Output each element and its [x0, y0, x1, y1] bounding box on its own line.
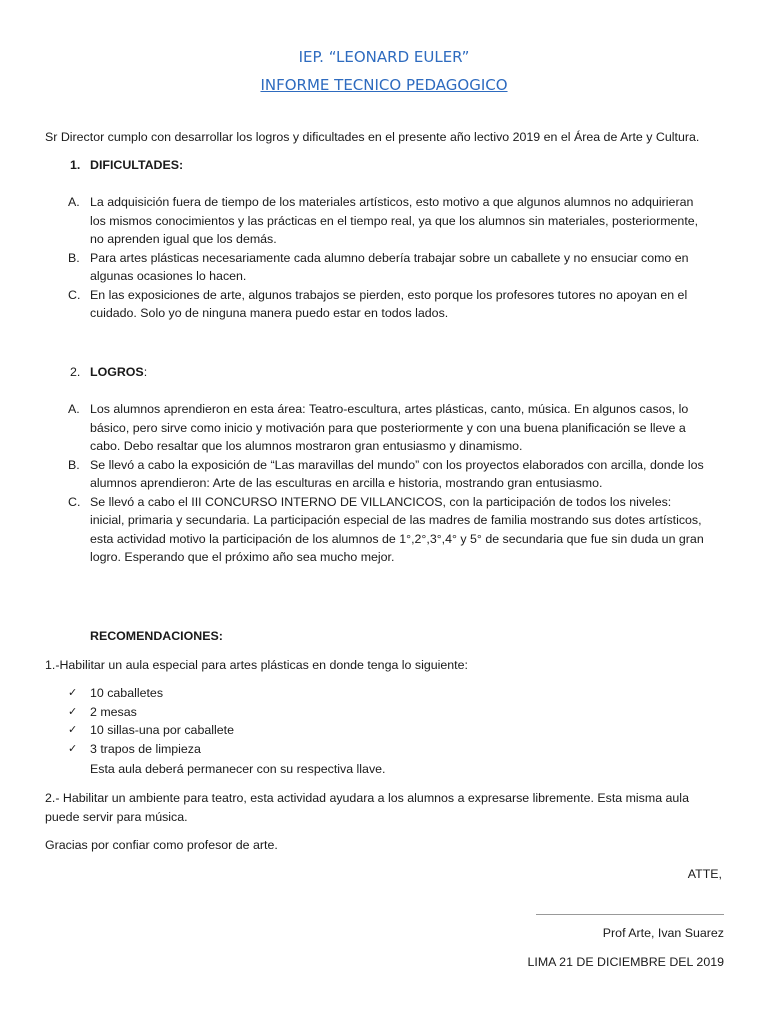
- checklist-text: 2 mesas: [90, 704, 137, 719]
- list-item: [68, 249, 708, 286]
- item-text: Se llevó a cabo el III CONCURSO INTERNO DE VILLANCICOS, con la participación de todos los niveles: inicial, primaria y secundaria. La participación especial de las madres de familia mostrando sus dotes artísticos, esta actividad motivo la participación de los alumnos de 1°,2°,3°,4° y 5° de secundaria que fue sin duda un gran logro. Esperando que el próximo año sea mucho mejor.: [90, 494, 704, 564]
- section-dificultades-heading: [70, 156, 183, 175]
- list-item: [68, 400, 708, 456]
- thanks-line: Gracias por confiar como profesor de arte.: [45, 838, 278, 852]
- section-number: 2.: [70, 365, 81, 379]
- signature-name: Prof Arte, Ivan Suarez: [602, 926, 724, 940]
- item-text: En las exposiciones de arte, algunos trabajos se pierden, esto porque los profesores tutores no apoyan en el cuidado. Solo yo de ninguna manera puedo estar en todos lados.: [90, 287, 688, 320]
- report-title: INFORME TECNICO PEDAGOGICO: [260, 76, 508, 94]
- list-item: [68, 286, 708, 323]
- checklist: [68, 684, 234, 758]
- item-letter: C.: [68, 287, 81, 302]
- item-letter: C.: [68, 494, 81, 509]
- list-item: [68, 193, 708, 249]
- closing: ATTE,: [687, 867, 722, 881]
- list-item: [68, 456, 708, 493]
- recommendation-2: 2.- Habilitar un ambiente para teatro, esta actividad ayudara a los alumnos a expresarse libremente. Esta misma aula puede servir para música.: [45, 791, 689, 824]
- section-logros-heading: [70, 363, 147, 382]
- section-label: DIFICULTADES:: [90, 158, 184, 172]
- check-icon: ✓: [68, 704, 78, 718]
- item-letter: B.: [68, 250, 80, 265]
- checklist-item: [68, 721, 234, 740]
- keep-note: Esta aula deberá permanecer con su respectiva llave.: [90, 762, 386, 776]
- item-letter: B.: [68, 457, 80, 472]
- checklist-item: [68, 684, 234, 703]
- section-label: LOGROS: [90, 365, 144, 379]
- item-text: Para artes plásticas necesariamente cada alumno debería trabajar sobre un caballete y no ensuciar como en algunas ocasiones lo hacen.: [90, 250, 689, 283]
- item-text: Se llevó a cabo la exposición de “Las maravillas del mundo” con los proyectos elaborados con arcilla, donde los alumnos aprendieron: Arte de las esculturas en arcilla e historia, mostrando gran entusiasmo.: [90, 457, 704, 490]
- item-letter: A.: [68, 195, 80, 209]
- checklist-item: [68, 703, 234, 722]
- checklist-text: 3 trapos de limpieza: [90, 741, 201, 756]
- recomendaciones-heading: RECOMENDACIONES:: [90, 629, 223, 643]
- list-item: [68, 493, 708, 567]
- checklist-item: [68, 740, 234, 759]
- checklist-text: 10 caballetes: [90, 686, 164, 700]
- check-icon: ✓: [68, 741, 78, 755]
- item-letter: A.: [68, 402, 80, 416]
- recommendation-1: 1.-Habilitar un aula especial para artes plásticas en donde tenga lo siguiente:: [45, 658, 468, 672]
- document-date: LIMA 21 DE DICIEMBRE DEL 2019: [527, 955, 724, 969]
- check-icon: ✓: [68, 686, 78, 699]
- dificultades-list: [68, 193, 708, 323]
- intro-paragraph: Sr Director cumplo con desarrollar los logros y dificultades en el presente año lectivo 2019 en el Área de Arte y Cultura.: [45, 130, 700, 144]
- school-name: IEP. “LEONARD EULER”: [298, 48, 470, 66]
- item-text: Los alumnos aprendieron en esta área: Teatro-escultura, artes plásticas, canto, música. En algunos casos, lo básico, pero sirve como inicio y motivación para que posteriormente y con una buena planificación se lleve a cabo. Debo resaltar que los alumnos mostraron gran entusiasmo y dinamismo.: [90, 402, 689, 453]
- check-icon: ✓: [68, 723, 78, 736]
- section-number: 1.: [70, 158, 81, 172]
- checklist-text: 10 sillas-una por caballete: [90, 723, 234, 737]
- logros-list: [68, 400, 708, 567]
- section-colon: :: [143, 365, 148, 379]
- signature-line: [536, 914, 724, 915]
- item-text: La adquisición fuera de tiempo de los materiales artísticos, esto motivo a que algunos alumnos no adquirieran los mismos conocimientos y las prácticas en el tiempo real, ya que los alumnos sin materiales, posteriormente, no aprenden igual que los demás.: [90, 195, 699, 246]
